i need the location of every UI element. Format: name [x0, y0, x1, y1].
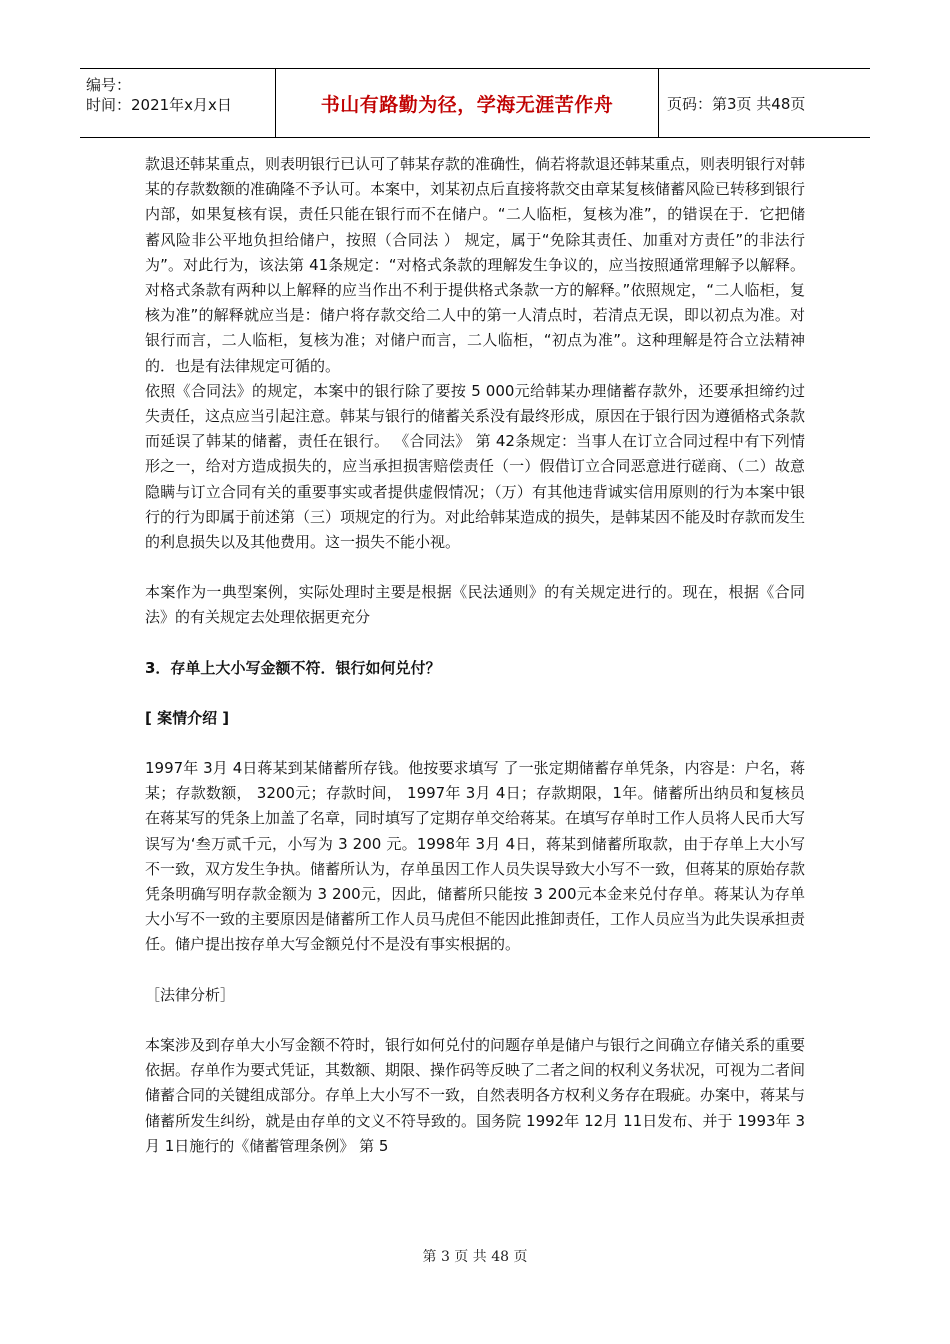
document-date-label: 时间：2021年x月x日	[86, 96, 232, 114]
document-body	[145, 152, 805, 1159]
paragraph: 依照《合同法》的规定，本案中的银行除了要按 5 000元给韩某办理储蓄存款外，还要承担缔约过失责任，这点应当引起注意。韩某与银行的储蓄关系没有最终形成，原因在于银行因为遵循格式条款而延误了韩某的储蓄，责任在银行。 《合同法》 第 42条规定：当事人在订立合同过程中有下列情形之一，给对方造成损失的，应当承担损害赔偿责任（一）假借订立合同恶意进行磋商、（二）故意隐瞒与订立合同有关的重要事实或者提供虚假情况；（万）有其他违背诚实信用原则的行为本案中银行的行为即属于前述第（三）项规定的行为。对此给韩某造成的损失，是韩某因不能及时存款而发生的利息损失以及其他费用。这一损失不能小视。	[145, 381, 806, 552]
header-page-label: 页码：第3页 共48页	[667, 94, 806, 113]
subsection-heading: ［法律分析］	[145, 985, 236, 1004]
paragraph: 款退还韩某重点，则表明银行已认可了韩某存款的准确性，倘若将款退还韩某重点，则表明银行对韩某的存款数额的准确隆不予认可。本案中，刘某初点后直接将款交由章某复核储蓄风险已转移到银行内部，如果复核有误，责任只能在银行而不在储户。“二人临柜，复核为准”，的错误在于．它把储蓄风险非公平地负担给储户，按照（合同法 ） 规定，属于“免除其责任、加重对方责任”的非法行为”。对此行为，该法第 41条规定：“对格式条款的理解发生争议的，应当按照通常理解予以解释。对格式条款有两种以上解释的应当作出不利于提供格式条款一方的解释。”依照规定，“二人临柜，复核为准”的解释就应当是：储户将存款交给二人中的第一人清点时，若清点无误，即以初点为准。对银行而言，二人临柜，复核为准；对储户而言，二人临柜，“初点为准”。这种理解是符合立法精神的．也是有法律规定可循的。	[145, 155, 806, 375]
subsection-heading: [ 案情介绍 ]	[145, 708, 230, 727]
section-heading: 3．存单上大小写金额不符．银行如何兑付？	[145, 658, 441, 677]
page-header	[80, 68, 870, 138]
page-footer: 第 3 页 共 48 页	[422, 1249, 528, 1265]
paragraph: 1997年 3月 4日蒋某到某储蓄所存钱。他按要求填写 了一张定期储蓄存单凭条，内容是：户名，蒋某；存款数额， 3200元；存款时间， 1997年 3月 4日；存款期限，1年。储蓄所出纳员和复核员在蒋某写的凭条上加盖了名章，同时填写了定期存单交给蒋某。在填写存单时工作人员将人民币大写误写为‘叁万贰千元，小写为 3 200 元。1998年 3月 4日，蒋某到储蓄所取款，由于存单上大小写不一致，双方发生争执。储蓄所认为，存单虽因工作人员失误导致大小写不一致，但蒋某的原始存款凭条明确写明存款金额为 3 200元，因此，储蓄所只能按 3 200元本金来兑付存单。蒋某认为存单大小写不一致的主要原因是储蓄所工作人员马虎但不能因此推卸责任，工作人员应当为此失误承担责任。储户提出按存单大写金额兑付不是没有事实根据的。	[145, 759, 806, 954]
header-motto: 书山有路勤为径，学海无涯苦作舟	[276, 69, 659, 137]
document-code-label: 编号：	[86, 76, 132, 94]
header-left-cell	[80, 69, 276, 137]
paragraph: 本案涉及到存单大小写金额不符时，银行如何兑付的问题存单是储户与银行之间确立存储关系的重要依据。存单作为要式凭证，其数额、期限、操作码等反映了二者之间的权利义务状况，可视为二者间储蓄合同的关键组成部分。存单上大小写不一致，自然表明各方权利义务存在瑕疵。办案中，蒋某与储蓄所发生纠纷，就是由存单的文义不符导致的。国务院 1992年 12月 11日发布、并于 1993年 3月 1日施行的《储蓄管理条例》 第 5	[145, 1035, 806, 1155]
paragraph: 本案作为一典型案例，实际处理时主要是根据《民法通则》的有关规定进行的。现在，根据《合同法》的有关规定去处理依据更充分	[145, 583, 805, 627]
